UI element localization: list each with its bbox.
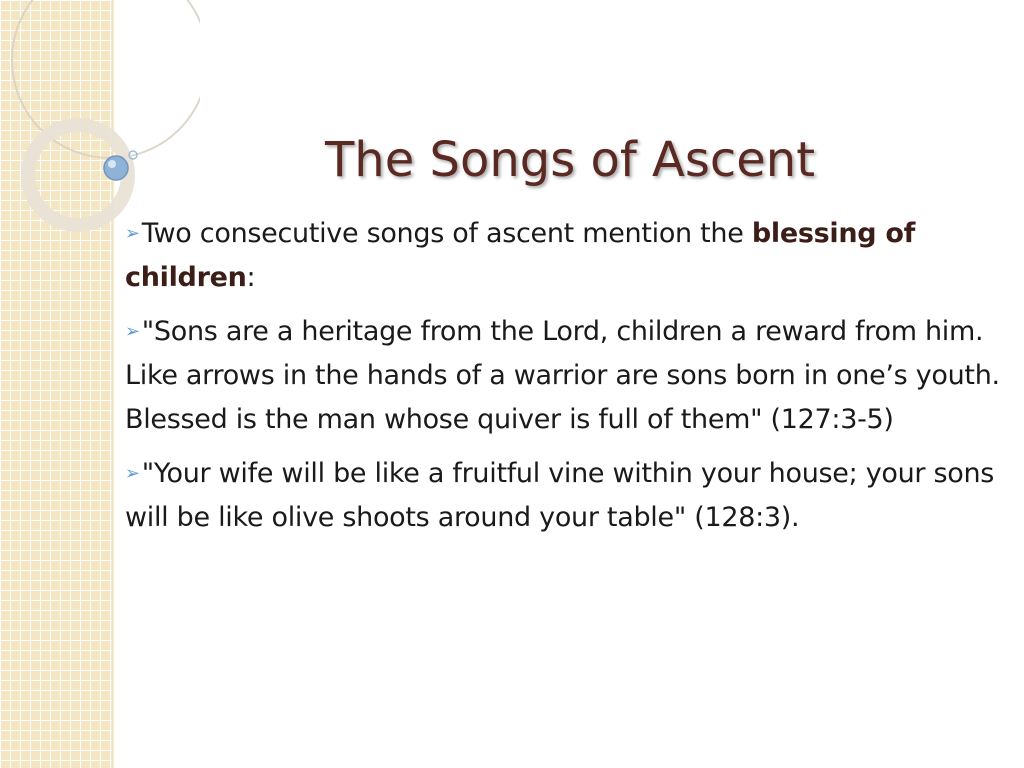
slide-title: The Songs of Ascent (324, 132, 816, 188)
bullet-item (125, 212, 1005, 300)
arrow-bullet-icon: ➢ (125, 321, 140, 342)
bullet-item (125, 452, 1005, 540)
bullet-text-suffix: : (246, 262, 256, 293)
bullet-bold-text: blessing of children (125, 218, 916, 293)
arrow-bullet-icon: ➢ (125, 463, 140, 484)
bullet-item (125, 310, 1005, 442)
arrow-bullet-icon: ➢ (125, 223, 140, 244)
bullet-text: "Your wife will be like a fruitful vine within your house; your sons will be like olive shoots around your table" (128:3). (125, 458, 995, 533)
bullet-list (125, 212, 1005, 550)
bullet-text: Two consecutive songs of ascent mention the (141, 218, 752, 249)
bullet-text: "Sons are a heritage from the Lord, children a reward from him. Like arrows in the hands of a warrior are sons born in one’s youth. Blessed is the man whose quiver is full of them" (127:3-5) (125, 316, 1000, 435)
blue-orb-highlight (108, 160, 116, 168)
